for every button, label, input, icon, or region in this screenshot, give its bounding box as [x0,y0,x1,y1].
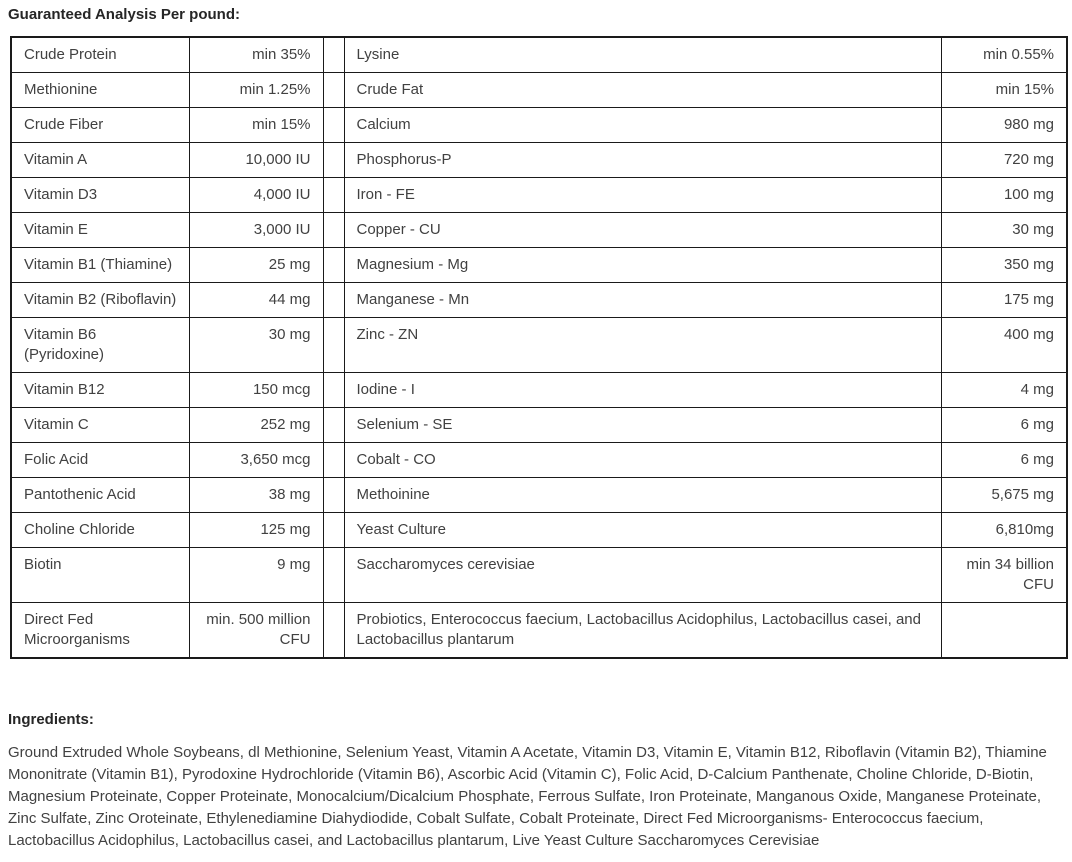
nutrient-value-right: 6,810mg [941,513,1067,548]
analysis-table-row [11,178,1067,213]
nutrient-value-right: 6 mg [941,408,1067,443]
nutrient-name-left: Vitamin B6 (Pyridoxine) [11,318,189,373]
nutrient-name-right: Manganese - Mn [344,283,941,318]
nutrient-value-right: 980 mg [941,108,1067,143]
nutrient-value-right: 350 mg [941,248,1067,283]
nutrient-value-left: min 1.25% [189,73,323,108]
spacer-cell [323,408,344,443]
analysis-table-row [11,248,1067,283]
nutrient-name-right: Iodine - I [344,373,941,408]
spacer-cell [323,248,344,283]
nutrient-value-right: 6 mg [941,443,1067,478]
nutrient-name-left: Folic Acid [11,443,189,478]
nutrient-name-right: Magnesium - Mg [344,248,941,283]
nutrient-value-left: min 35% [189,37,323,73]
nutrient-name-left: Pantothenic Acid [11,478,189,513]
spacer-cell [323,178,344,213]
nutrient-name-left: Vitamin B1 (Thiamine) [11,248,189,283]
nutrient-name-left: Vitamin A [11,143,189,178]
spacer-cell [323,143,344,178]
spacer-cell [323,73,344,108]
nutrient-name-right: Lysine [344,37,941,73]
spacer-cell [323,603,344,659]
nutrient-value-right: 100 mg [941,178,1067,213]
nutrient-name-right: Selenium - SE [344,408,941,443]
nutrient-value-right [941,603,1067,659]
analysis-table-body [11,37,1067,658]
nutrient-value-right: 175 mg [941,283,1067,318]
analysis-table-row [11,318,1067,373]
nutrient-value-left: 252 mg [189,408,323,443]
nutrient-name-right: Saccharomyces cerevisiae [344,548,941,603]
spacer-cell [323,443,344,478]
nutrient-name-right: Cobalt - CO [344,443,941,478]
nutrient-value-left: 30 mg [189,318,323,373]
nutrient-value-left: min. 500 million CFU [189,603,323,659]
nutrient-value-right: 400 mg [941,318,1067,373]
spacer-cell [323,108,344,143]
nutrient-name-left: Crude Fiber [11,108,189,143]
analysis-table-row [11,548,1067,603]
nutrient-value-left: 3,000 IU [189,213,323,248]
nutrient-value-left: 3,650 mcg [189,443,323,478]
analysis-table-row [11,373,1067,408]
spacer-cell [323,373,344,408]
nutrient-value-left: 25 mg [189,248,323,283]
nutrient-value-left: 9 mg [189,548,323,603]
analysis-table-row [11,603,1067,659]
guaranteed-analysis-heading: Guaranteed Analysis Per pound: [8,6,240,23]
analysis-table-row [11,73,1067,108]
spacer-cell [323,283,344,318]
nutrient-name-left: Vitamin E [11,213,189,248]
spacer-cell [323,548,344,603]
spacer-cell [323,513,344,548]
nutrient-name-left: Vitamin D3 [11,178,189,213]
nutrient-value-right: min 34 billion CFU [941,548,1067,603]
nutrient-name-left: Vitamin C [11,408,189,443]
analysis-table-row [11,408,1067,443]
nutrient-value-left: 10,000 IU [189,143,323,178]
nutrient-name-left: Biotin [11,548,189,603]
nutrient-name-right: Crude Fat [344,73,941,108]
nutrient-value-right: 4 mg [941,373,1067,408]
nutrient-name-right: Iron - FE [344,178,941,213]
guaranteed-analysis-table [10,36,1068,659]
spacer-cell [323,37,344,73]
nutrient-name-right: Probiotics, Enterococcus faecium, Lactobacillus Acidophilus, Lactobacillus casei, and Lactobacillus plantarum [344,603,941,659]
spacer-cell [323,318,344,373]
analysis-table-row [11,37,1067,73]
nutrient-value-right: 720 mg [941,143,1067,178]
spacer-cell [323,213,344,248]
nutrient-value-left: 125 mg [189,513,323,548]
nutrient-value-left: 4,000 IU [189,178,323,213]
nutrient-name-left: Methionine [11,73,189,108]
analysis-table-row [11,143,1067,178]
nutrient-value-left: min 15% [189,108,323,143]
nutrient-name-right: Calcium [344,108,941,143]
nutrient-value-left: 38 mg [189,478,323,513]
nutrient-value-right: min 0.55% [941,37,1067,73]
nutrient-value-left: 44 mg [189,283,323,318]
analysis-table-row [11,108,1067,143]
nutrient-name-left: Direct Fed Microorganisms [11,603,189,659]
analysis-table-row [11,283,1067,318]
nutrient-value-right: min 15% [941,73,1067,108]
analysis-table-row [11,443,1067,478]
nutrient-name-left: Choline Chloride [11,513,189,548]
nutrient-name-right: Copper - CU [344,213,941,248]
nutrient-name-left: Crude Protein [11,37,189,73]
nutrient-name-left: Vitamin B12 [11,373,189,408]
ingredients-text: Ground Extruded Whole Soybeans, dl Methionine, Selenium Yeast, Vitamin A Acetate, Vitamin D3, Vitamin E, Vitamin B12, Riboflavin (Vitamin B2), Thiamine Mononitrate (Vitamin B1), Pyrodoxine Hydrochloride (Vitamin B6), Ascorbic Acid (Vitamin C), Folic Acid, D-Calcium Panthenate, Choline Chloride, D-Biotin, Magnesium Proteinate, Copper Proteinate, Monocalcium/Dicalcium Phosphate, Ferrous Sulfate, Iron Proteinate, Manganous Oxide, Manganese Proteinate, Zinc Sulfate, Zinc Oroteinate, Ethylenediamine Diahydiodide, Cobalt Sulfate, Cobalt Proteinate, Direct Fed Microorganisms- Enterococcus faecium, Lactobacillus Acidophilus, Lactobacillus casei, and Lactobacillus plantarum, Live Yeast Culture Saccharomyces Cerevisiae [8,744,1047,849]
nutrient-value-right: 5,675 mg [941,478,1067,513]
nutrient-name-right: Phosphorus-P [344,143,941,178]
nutrient-value-left: 150 mcg [189,373,323,408]
analysis-table-row [11,213,1067,248]
spacer-cell [323,478,344,513]
nutrient-name-right: Zinc - ZN [344,318,941,373]
ingredients-heading: Ingredients: [8,711,94,728]
nutrient-name-left: Vitamin B2 (Riboflavin) [11,283,189,318]
nutrient-name-right: Methoinine [344,478,941,513]
nutrient-value-right: 30 mg [941,213,1067,248]
analysis-table-row [11,513,1067,548]
nutrient-name-right: Yeast Culture [344,513,941,548]
analysis-table-row [11,478,1067,513]
